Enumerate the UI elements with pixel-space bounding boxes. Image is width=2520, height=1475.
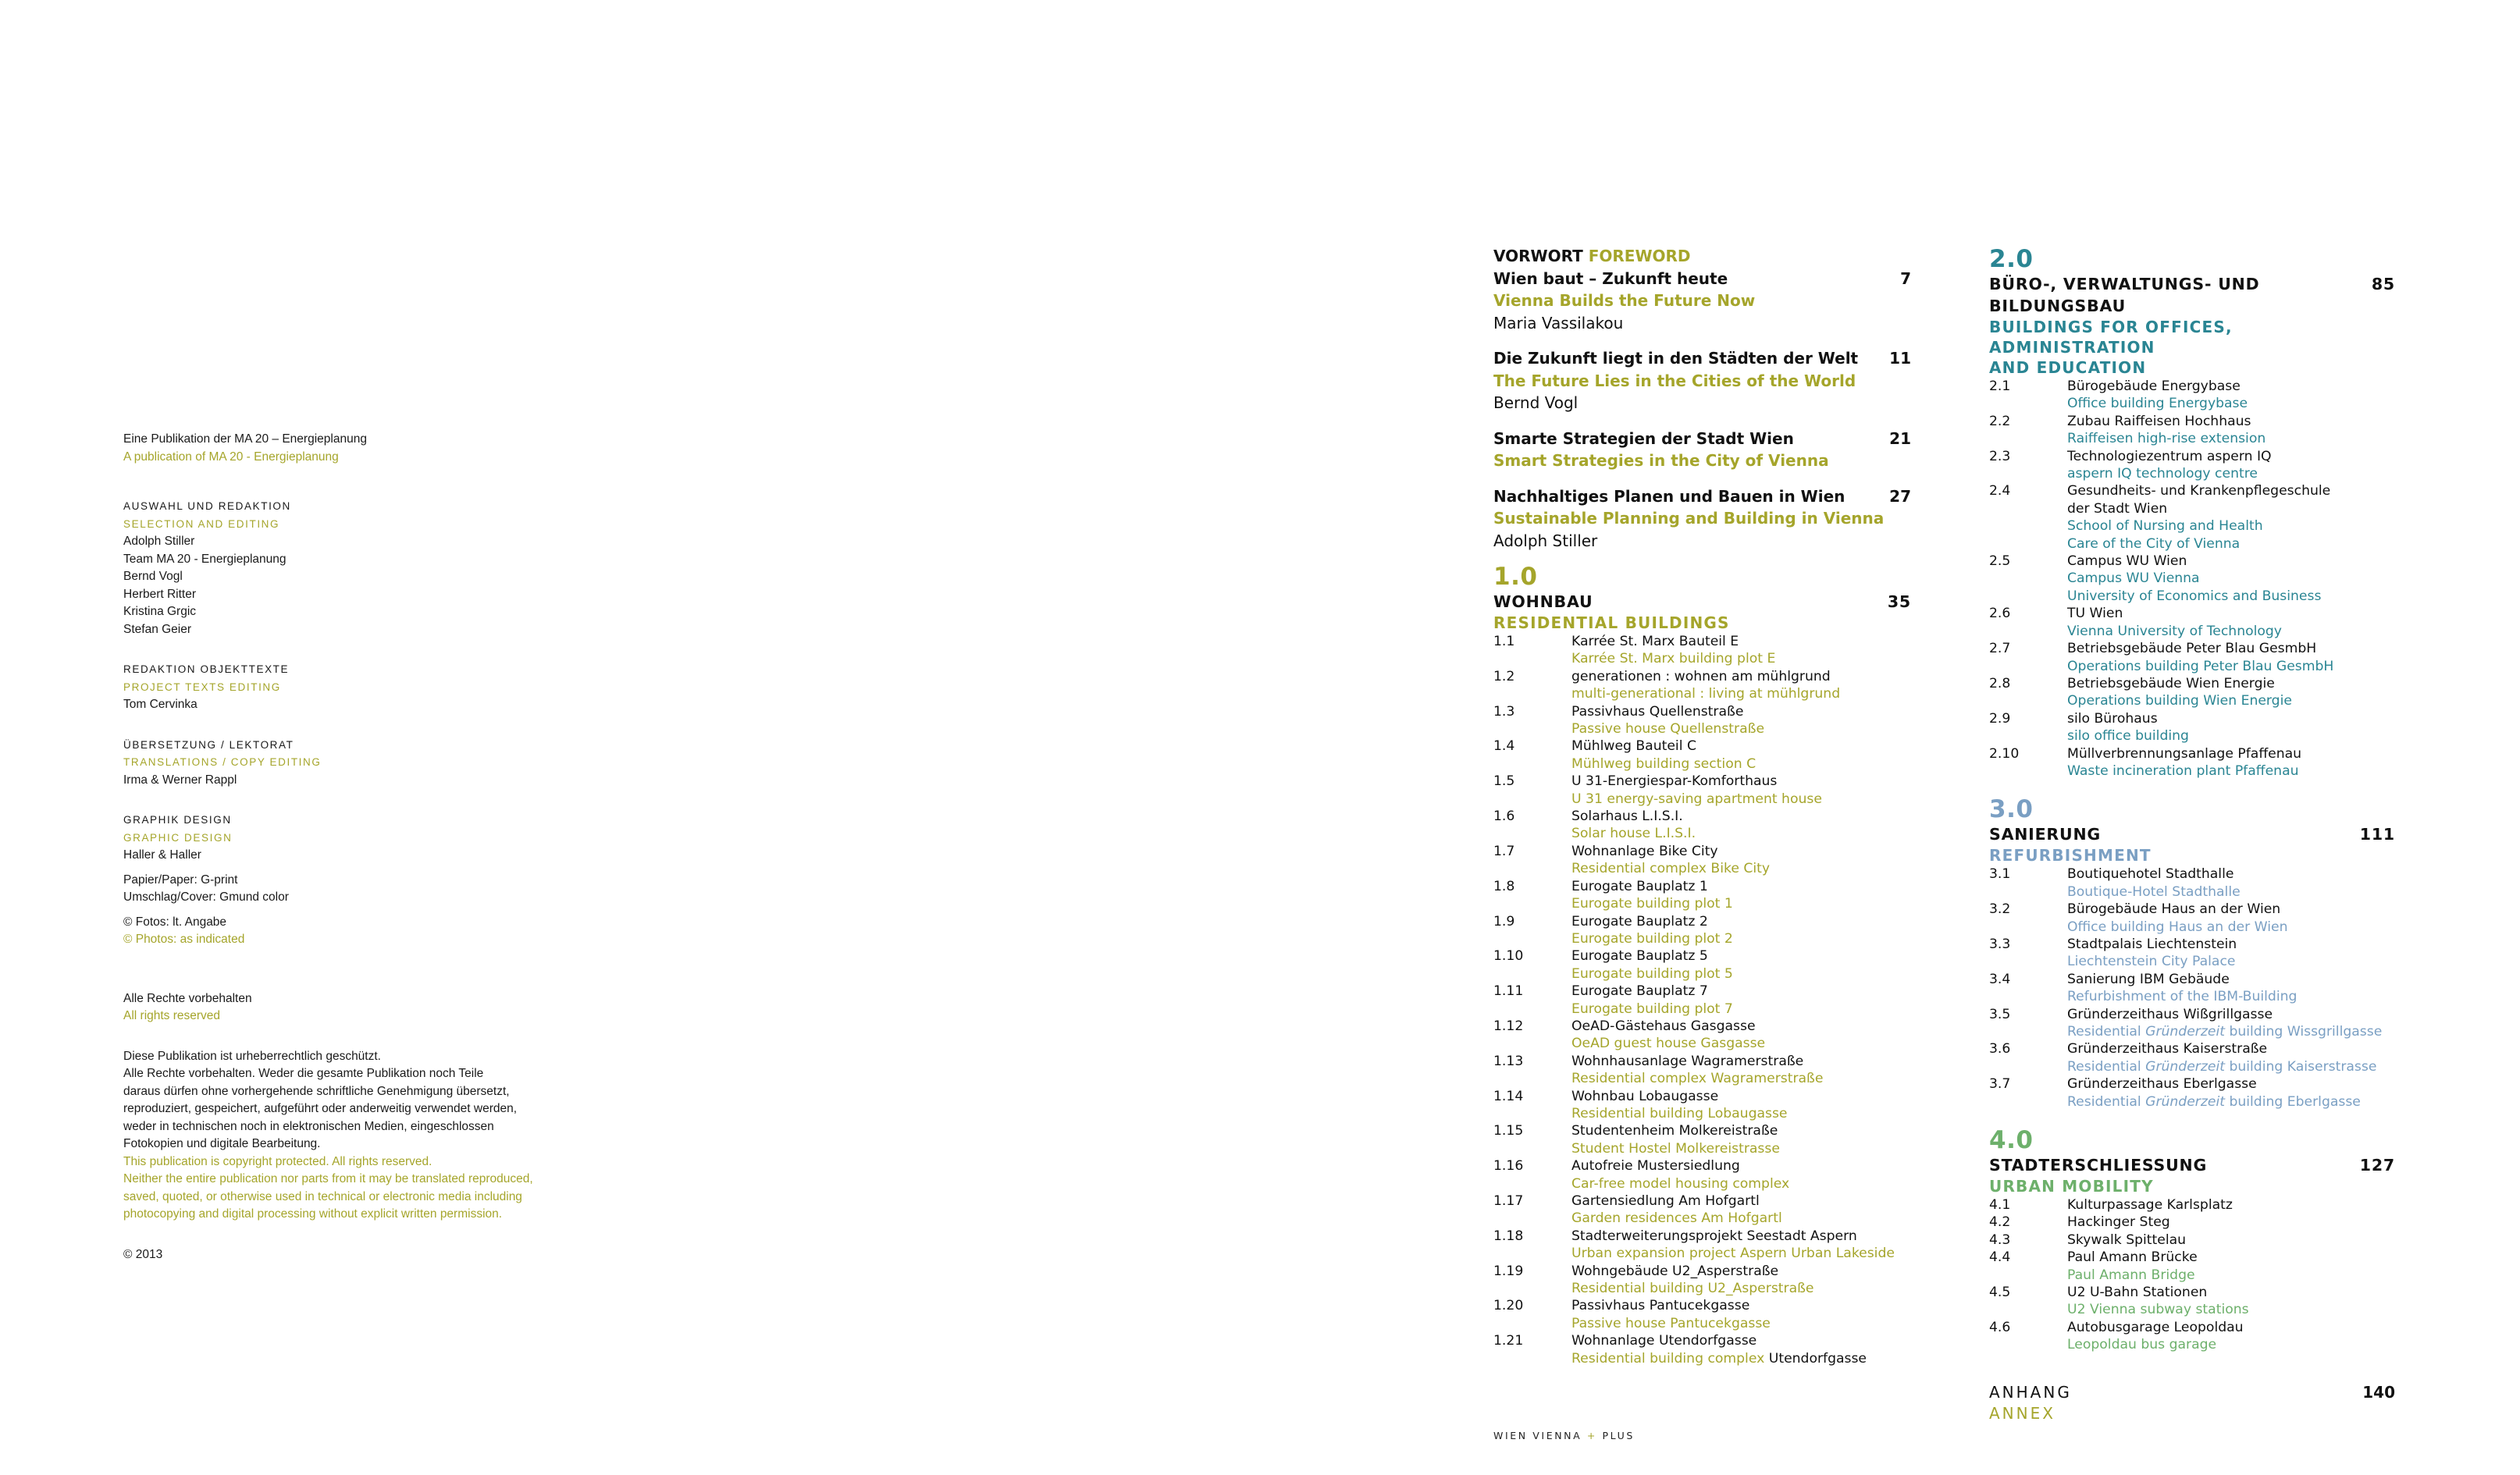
foreword-entry-title[interactable] <box>1493 347 1911 370</box>
item-number: 4.4 <box>1989 1249 2011 1266</box>
section-items <box>1989 378 2395 780</box>
toc-column-2 <box>1989 245 2395 1424</box>
footer-left: WIEN VIENNA <box>1493 1430 1582 1441</box>
item-number: 1.8 <box>1493 878 1515 894</box>
toc-item[interactable] <box>1493 843 1911 878</box>
item-title-en: Waste incineration plant Pfaffenau <box>2067 762 2299 779</box>
selection-name: Herbert Ritter <box>123 587 197 601</box>
item-number: 1.6 <box>1493 809 1515 825</box>
item-number: 1.15 <box>1493 1123 1524 1139</box>
item-title-de: generationen : wohnen am mühlgrund <box>1571 668 1831 684</box>
item-number: 1.17 <box>1493 1193 1524 1209</box>
section-title[interactable] <box>1989 1154 2395 1176</box>
item-title-en: Residential building complex Utendorfgasse <box>1571 1350 1867 1367</box>
annex-entry[interactable] <box>1989 1382 2395 1403</box>
item-number: 2.7 <box>1989 641 2011 657</box>
item-title-de: OeAD-Gästehaus Gasgasse <box>1571 1018 1756 1034</box>
item-title-en: aspern IQ technology centre <box>2067 466 2258 482</box>
item-title-en: Refurbishment of the IBM-Building <box>2067 989 2298 1005</box>
footer-right: PLUS <box>1602 1430 1635 1441</box>
item-title-en: Passive house Pantucekgasse <box>1571 1315 1771 1331</box>
item-title-en: U2 Vienna subway stations <box>2067 1302 2249 1318</box>
item-title-en: Solar house L.I.S.I. <box>1571 826 1696 842</box>
foreword-label-en: FOREWORD <box>1588 247 1691 265</box>
toc-item[interactable] <box>1989 936 2395 971</box>
item-title-de: Paul Amann Brücke <box>2067 1249 2198 1266</box>
graphic-design-name: Haller & Haller <box>123 848 201 862</box>
section-number: 4.0 <box>1989 1126 2034 1155</box>
toc-item[interactable] <box>1989 1284 2395 1319</box>
section-title-en: REFURBISHMENT <box>1989 846 2152 865</box>
item-title-en: Residential Gründerzeit building Eberlgasse <box>2067 1093 2361 1110</box>
legal-line-en: Neither the entire publication nor parts from it may be translated reproduced, <box>123 1172 533 1185</box>
item-title-de: U2 U-Bahn Stationen <box>2067 1285 2208 1301</box>
item-number: 4.1 <box>1989 1197 2011 1214</box>
toc-item[interactable] <box>1989 553 2395 605</box>
item-number: 1.20 <box>1493 1298 1524 1314</box>
foreword-title-en: The Future Lies in the Cities of the World <box>1493 371 1856 390</box>
publisher-de: Eine Publikation der MA 20 – Energieplanung <box>123 432 367 446</box>
item-number: 1.3 <box>1493 703 1515 720</box>
translation-heading-de: ÜBERSETZUNG / LEKTORAT <box>123 738 294 751</box>
page-number: 85 <box>2371 275 2395 293</box>
item-number: 3.5 <box>1989 1006 2011 1022</box>
toc-item[interactable] <box>1493 1088 1911 1123</box>
section-title-de: SANIERUNG <box>1989 825 2102 844</box>
item-title-en: OeAD guest house Gasgasse <box>1571 1036 1766 1052</box>
toc-item[interactable] <box>1493 1018 1911 1053</box>
item-title-en: U 31 energy-saving apartment house <box>1571 791 1822 807</box>
item-title-de: Karrée St. Marx Bauteil E <box>1571 634 1739 649</box>
item-title-de: Hackinger Steg <box>2067 1214 2170 1231</box>
foreword-title-de: Wien baut – Zukunft heute <box>1493 268 1728 288</box>
item-number: 4.6 <box>1989 1319 2011 1335</box>
section-number: 3.0 <box>1989 795 2034 824</box>
toc-item[interactable] <box>1493 913 1911 948</box>
page-number: 7 <box>1900 268 1911 288</box>
page-number: 35 <box>1887 592 1911 611</box>
item-number: 1.12 <box>1493 1018 1524 1034</box>
item-title-de: Passivhaus Quellenstraße <box>1571 703 1744 720</box>
item-number: 2.6 <box>1989 606 2011 622</box>
item-number: 1.10 <box>1493 948 1524 965</box>
item-title-tail: Utendorfgasse <box>1764 1350 1867 1367</box>
legal-line-de: daraus dürfen ohne vorhergehende schriftliche Genehmigung übersetzt, <box>123 1084 510 1098</box>
section-title-de: WOHNBAU <box>1493 592 1593 611</box>
section-title[interactable] <box>1493 591 1911 613</box>
toc-item[interactable] <box>1493 878 1911 913</box>
section-items <box>1493 633 1911 1367</box>
foreword-entry-title[interactable] <box>1493 485 1911 508</box>
foreword-title-en: Vienna Builds the Future Now <box>1493 291 1756 310</box>
item-title-en: Residential building Lobaugasse <box>1571 1105 1788 1121</box>
section-number: 1.0 <box>1493 563 1538 591</box>
selection-name: Team MA 20 - Energieplanung <box>123 552 287 566</box>
translation-name: Irma & Werner Rappl <box>123 773 237 787</box>
item-title-en: Eurogate building plot 5 <box>1571 965 1733 982</box>
item-title-en: Boutique-Hotel Stadthalle <box>2067 883 2241 900</box>
item-number: 4.2 <box>1989 1214 2011 1231</box>
item-number: 2.2 <box>1989 413 2011 429</box>
selection-name: Adolph Stiller <box>123 535 195 548</box>
publisher-en: A publication of MA 20 - Energieplanung <box>123 450 339 464</box>
photo-credit-de: © Fotos: lt. Angabe <box>123 915 227 929</box>
toc-item[interactable] <box>1989 1075 2395 1111</box>
page-number: 27 <box>1889 486 1911 506</box>
item-number: 3.6 <box>1989 1041 2011 1057</box>
section-title-en: URBAN MOBILITY <box>1989 1177 2154 1196</box>
toc-item[interactable] <box>1493 1228 1911 1263</box>
toc-item[interactable] <box>1493 1157 1911 1192</box>
item-title-en: Liechtenstein City Palace <box>2067 954 2236 970</box>
item-title-en: Mühlweg building section C <box>1571 755 1757 772</box>
item-number: 2.10 <box>1989 745 2020 762</box>
item-title-en: Raiffeisen high-rise extension <box>2067 431 2266 447</box>
selection-name: Bernd Vogl <box>123 570 183 583</box>
toc-item[interactable] <box>1989 640 2395 675</box>
item-title-de: Gesundheits- und Krankenpflegeschule <box>2067 483 2331 499</box>
legal-line-de: Fotokopien und digitale Bearbeitung. <box>123 1137 321 1150</box>
photo-credit-en: © Photos: as indicated <box>123 933 245 946</box>
item-number: 1.13 <box>1493 1053 1524 1069</box>
item-title-de: Technologiezentrum aspern IQ <box>2067 448 2272 464</box>
item-title-en-italic: Gründerzeit <box>2145 1058 2225 1075</box>
graphic-design-heading-en: GRAPHIC DESIGN <box>123 831 233 844</box>
footer-separator: + <box>1586 1430 1597 1441</box>
item-title-de: Mühlweg Bauteil C <box>1571 738 1696 755</box>
item-title-de: Gründerzeithaus Kaiserstraße <box>2067 1041 2268 1057</box>
graphic-design-heading-de: GRAPHIK DESIGN <box>123 814 232 826</box>
toc-item[interactable] <box>1493 947 1911 983</box>
item-number: 3.7 <box>1989 1076 2011 1093</box>
item-title-en: Car-free model housing complex <box>1571 1175 1790 1192</box>
item-title-en: Vienna University of Technology <box>2067 623 2282 639</box>
toc-item[interactable] <box>1493 1297 1911 1332</box>
toc-item[interactable] <box>1989 1006 2395 1041</box>
item-title-en: Passive house Quellenstraße <box>1571 721 1765 738</box>
item-number: 1.7 <box>1493 843 1515 859</box>
toc-item[interactable] <box>1989 1040 2395 1075</box>
item-title-en: Eurogate building plot 1 <box>1571 896 1733 912</box>
item-title-de: Wohngebäude U2_Asperstraße <box>1571 1263 1779 1279</box>
item-title-en: silo office building <box>2067 728 2189 745</box>
item-title-de: Skywalk Spittelau <box>2067 1232 2187 1248</box>
item-number: 2.3 <box>1989 448 2011 464</box>
legal-line-en: This publication is copyright protected. All rights reserved. <box>123 1154 432 1168</box>
paper-info: Papier/Paper: G-print <box>123 873 238 887</box>
foreword-entry-title[interactable] <box>1493 268 1911 290</box>
toc-item[interactable] <box>1493 668 1911 703</box>
foreword-author: Maria Vassilakou <box>1493 313 1624 332</box>
item-title-en: Operations building Wien Energie <box>2067 693 2292 709</box>
item-title-en: Operations building Peter Blau GesmbH <box>2067 658 2334 674</box>
toc-item[interactable] <box>1493 1332 1911 1367</box>
foreword-author: Adolph Stiller <box>1493 531 1598 550</box>
toc-item[interactable] <box>1989 605 2395 640</box>
toc-item[interactable] <box>1989 1249 2395 1284</box>
section-title[interactable] <box>1989 823 2395 845</box>
item-title-de: Zubau Raiffeisen Hochhaus <box>2067 413 2251 429</box>
item-number: 1.1 <box>1493 634 1515 649</box>
item-title-de: Wohnhausanlage Wagramerstraße <box>1571 1053 1804 1069</box>
section-title[interactable] <box>1989 273 2395 317</box>
item-title-en-italic: Gründerzeit <box>2145 1024 2225 1040</box>
cover-info: Umschlag/Cover: Gmund color <box>123 890 289 904</box>
item-title-de: Autofreie Mustersiedlung <box>1571 1158 1740 1175</box>
toc-item[interactable] <box>1493 738 1911 773</box>
translation-heading-en: TRANSLATIONS / COPY EDITING <box>123 756 322 768</box>
item-title-de: silo Bürohaus <box>2067 710 2158 727</box>
toc-item[interactable] <box>1989 482 2395 553</box>
section-number: 2.0 <box>1989 245 2034 273</box>
item-number: 1.9 <box>1493 913 1515 929</box>
toc-item[interactable] <box>1493 1192 1911 1228</box>
selection-heading-de: AUSWAHL UND REDAKTION <box>123 500 291 512</box>
toc-column-1 <box>1493 245 1911 1367</box>
legal-line-de: weder in technischen noch in elektronischen Medien, eingeschlossen <box>123 1119 494 1133</box>
toc-item[interactable] <box>1493 1122 1911 1157</box>
toc-item[interactable] <box>1493 633 1911 668</box>
toc-item[interactable] <box>1989 1214 2395 1231</box>
item-title-de: Studentenheim Molkereistraße <box>1571 1123 1778 1139</box>
item-number: 2.8 <box>1989 675 2011 691</box>
foreword-title-de: Nachhaltiges Planen und Bauen in Wien <box>1493 486 1846 506</box>
toc-item[interactable] <box>1989 1319 2395 1354</box>
item-title-en: Residential building U2_Asperstraße <box>1571 1281 1814 1297</box>
item-title-de: Eurogate Bauplatz 1 <box>1571 878 1708 894</box>
foreword-title-en: Sustainable Planning and Building in Vienna <box>1493 509 1885 528</box>
item-title-de: Wohnanlage Bike City <box>1571 843 1718 859</box>
toc-item[interactable] <box>1989 901 2395 936</box>
foreword-title-en: Smart Strategies in the City of Vienna <box>1493 451 1829 470</box>
item-number: 3.2 <box>1989 901 2011 918</box>
legal-line-de: Alle Rechte vorbehalten. Weder die gesamte Publikation noch Teile <box>123 1067 484 1080</box>
item-number: 2.4 <box>1989 483 2011 499</box>
item-title-de: Eurogate Bauplatz 2 <box>1571 913 1708 929</box>
legal-line-de: Diese Publikation ist urheberrechtlich geschützt. <box>123 1049 381 1063</box>
item-title-de: TU Wien <box>2067 606 2123 622</box>
imprint-block <box>123 431 623 1264</box>
section-title-en: AND EDUCATION <box>1989 358 2147 377</box>
toc-item[interactable] <box>1493 1263 1911 1298</box>
toc-item[interactable] <box>1989 378 2395 413</box>
section-title-de: BÜRO-, VERWALTUNGS- UND BILDUNGSBAU <box>1989 275 2260 315</box>
item-number: 1.4 <box>1493 738 1515 755</box>
item-title-en: Urban expansion project Aspern Urban Lakeside <box>1571 1246 1895 1262</box>
item-title-en: School of Nursing and Health <box>2067 518 2263 535</box>
project-texts-heading-en: PROJECT TEXTS EDITING <box>123 681 281 693</box>
item-title-en: Residential Gründerzeit building Kaiserstrasse <box>2067 1058 2377 1075</box>
toc-item[interactable] <box>1493 983 1911 1018</box>
item-title-en: Office building Haus an der Wien <box>2067 919 2288 935</box>
toc-item[interactable] <box>1989 413 2395 448</box>
item-title-en: Leopoldau bus garage <box>2067 1337 2217 1353</box>
item-title-de: U 31-Energiespar-Komforthaus <box>1571 773 1778 790</box>
item-title-en: Residential Gründerzeit building Wissgrillgasse <box>2067 1024 2383 1040</box>
item-number: 2.1 <box>1989 379 2011 394</box>
item-title-de: Müllverbrennungsanlage Pfaffenau <box>2067 745 2302 762</box>
toc-item[interactable] <box>1989 1196 2395 1214</box>
item-title-de: Kulturpassage Karlsplatz <box>2067 1197 2233 1214</box>
item-title-en: Paul Amann Bridge <box>2067 1267 2195 1283</box>
section-title-en: RESIDENTIAL BUILDINGS <box>1493 613 1730 632</box>
page-number: 21 <box>1889 428 1911 448</box>
item-title-de: Gründerzeithaus Eberlgasse <box>2067 1076 2257 1093</box>
toc-item[interactable] <box>1989 745 2395 780</box>
toc-item[interactable] <box>1989 865 2395 901</box>
item-number: 1.5 <box>1493 773 1515 790</box>
section-title-de: STADTERSCHLIESSUNG <box>1989 1156 2208 1175</box>
item-title-de: Betriebsgebäude Peter Blau GesmbH <box>2067 641 2317 657</box>
legal-line-en: photocopying and digital processing without explicit written permission. <box>123 1207 503 1221</box>
item-number: 1.16 <box>1493 1158 1524 1175</box>
item-title-en: University of Economics and Business <box>2067 588 2322 604</box>
toc-item[interactable] <box>1493 773 1911 808</box>
legal-line-en: saved, quoted, or otherwise used in technical or electronic media including <box>123 1189 522 1203</box>
page-number: 11 <box>1889 349 1911 368</box>
item-number: 2.9 <box>1989 710 2011 727</box>
toc-item[interactable] <box>1989 675 2395 710</box>
toc-item[interactable] <box>1493 703 1911 738</box>
item-title-en: Garden residences Am Hofgartl <box>1571 1210 1782 1227</box>
selection-name: Stefan Geier <box>123 622 192 636</box>
item-title-de: Wohnbau Lobaugasse <box>1571 1088 1719 1104</box>
rights-de: Alle Rechte vorbehalten <box>123 991 252 1005</box>
page-number: 140 <box>2362 1382 2395 1402</box>
item-title-de: Campus WU Wien <box>2067 553 2187 570</box>
section-title-en: BUILDINGS FOR OFFICES, ADMINISTRATION <box>1989 318 2233 357</box>
item-number: 3.1 <box>1989 866 2011 883</box>
project-texts-name: Tom Cervinka <box>123 698 198 711</box>
item-title-en: Residential complex Wagramerstraße <box>1571 1071 1824 1087</box>
item-number: 3.3 <box>1989 936 2011 952</box>
item-title-en: Residential complex Bike City <box>1571 861 1771 877</box>
item-title-de: Passivhaus Pantucekgasse <box>1571 1298 1750 1314</box>
toc-item[interactable] <box>1989 710 2395 745</box>
item-number: 1.2 <box>1493 668 1515 684</box>
selection-name: Kristina Grgic <box>123 605 197 618</box>
rights-en: All rights reserved <box>123 1009 221 1022</box>
item-title-de: Bürogebäude Haus an der Wien <box>2067 901 2281 918</box>
item-number: 1.21 <box>1493 1333 1524 1349</box>
item-title-en: Eurogate building plot 2 <box>1571 930 1733 947</box>
foreword-title-de: Smarte Strategien der Stadt Wien <box>1493 428 1794 448</box>
item-number: 4.3 <box>1989 1232 2011 1248</box>
item-number: 1.19 <box>1493 1263 1524 1279</box>
item-title-en: Student Hostel Molkereistrasse <box>1571 1140 1780 1157</box>
item-title-de: Autobusgarage Leopoldau <box>2067 1319 2244 1335</box>
page-number: 127 <box>2359 1156 2395 1175</box>
item-title-en-italic: Gründerzeit <box>2145 1093 2225 1110</box>
toc-item[interactable] <box>1989 971 2395 1006</box>
project-texts-heading-de: REDAKTION OBJEKTTEXTE <box>123 663 290 675</box>
section-items <box>1989 1196 2395 1354</box>
legal-line-de: reproduziert, gespeichert, aufgeführt oder anderweitig verwendet werden, <box>123 1102 518 1115</box>
toc-item[interactable] <box>1493 1053 1911 1088</box>
page-number: 111 <box>2359 825 2395 844</box>
item-number: 1.11 <box>1493 983 1524 1000</box>
toc-item[interactable] <box>1493 808 1911 843</box>
item-title-de: Eurogate Bauplatz 7 <box>1571 983 1708 1000</box>
item-title-de: Bürogebäude Energybase <box>2067 379 2241 394</box>
annex-en: ANNEX <box>1989 1403 2056 1423</box>
item-title-de: Wohnanlage Utendorfgasse <box>1571 1333 1757 1349</box>
page-footer <box>1493 1430 1635 1441</box>
copyright-year: © 2013 <box>123 1247 163 1261</box>
toc-item[interactable] <box>1989 448 2395 483</box>
annex-de: ANHANG <box>1989 1382 2072 1402</box>
item-title-de: Solarhaus L.I.S.I. <box>1571 809 1683 825</box>
item-title-de: Boutiquehotel Stadthalle <box>2067 866 2234 883</box>
foreword-title-de: Die Zukunft liegt in den Städten der Welt <box>1493 349 1859 368</box>
item-number: 1.18 <box>1493 1228 1524 1244</box>
item-title-en: Campus WU Vienna <box>2067 570 2200 587</box>
item-title-en: multi-generational : living at mühlgrund <box>1571 686 1841 702</box>
item-title-de: der Stadt Wien <box>2067 500 2168 517</box>
item-number: 4.5 <box>1989 1285 2011 1301</box>
foreword-entry-title[interactable] <box>1493 428 1911 450</box>
foreword-author: Bernd Vogl <box>1493 393 1579 412</box>
section-items <box>1989 865 2395 1111</box>
item-title-de: Stadtpalais Liechtenstein <box>2067 936 2237 952</box>
item-title-en: Eurogate building plot 7 <box>1571 1001 1733 1017</box>
item-title-de: Stadterweiterungsprojekt Seestadt Aspern <box>1571 1228 1857 1244</box>
item-title-de: Gründerzeithaus Wißgrillgasse <box>2067 1006 2273 1022</box>
item-title-en: Care of the City of Vienna <box>2067 535 2241 552</box>
item-number: 3.4 <box>1989 971 2011 987</box>
selection-heading-en: SELECTION AND EDITING <box>123 517 280 530</box>
item-title-de: Betriebsgebäude Wien Energie <box>2067 675 2275 691</box>
item-title-en: Office building Energybase <box>2067 396 2248 412</box>
foreword-label <box>1493 245 1911 268</box>
item-number: 2.5 <box>1989 553 2011 570</box>
item-title-de: Eurogate Bauplatz 5 <box>1571 948 1708 965</box>
item-title-de: Sanierung IBM Gebäude <box>2067 971 2230 987</box>
toc-item[interactable] <box>1989 1232 2395 1249</box>
item-title-en: Karrée St. Marx building plot E <box>1571 651 1776 667</box>
item-title-de: Gartensiedlung Am Hofgartl <box>1571 1193 1760 1209</box>
item-number: 1.14 <box>1493 1088 1524 1104</box>
foreword-label-de: VORWORT <box>1493 247 1583 265</box>
